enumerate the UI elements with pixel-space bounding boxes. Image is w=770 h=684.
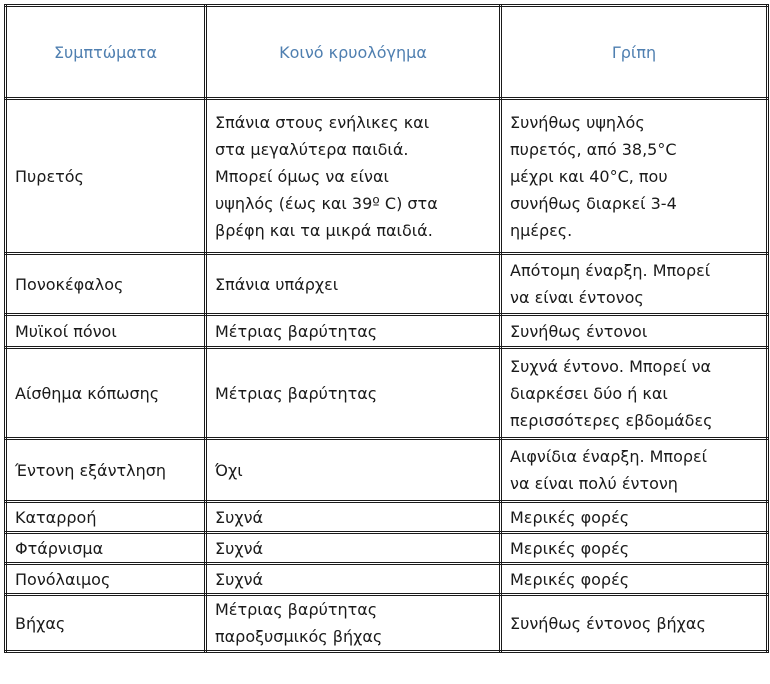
- header-symptoms: Συμπτώματα: [6, 6, 206, 99]
- cell-text-line: Συχνά: [215, 538, 264, 558]
- common-cold-cell: [206, 254, 501, 315]
- symptom-cell: Πονοκέφαλος: [6, 254, 206, 315]
- cell-text-line: Απότομη έναρξη. Μπορεί: [510, 261, 711, 280]
- symptom-cell: Καταρροή: [6, 502, 206, 533]
- common-cold-cell: [206, 564, 501, 595]
- flu-cell: [501, 564, 768, 595]
- common-cold-cell: [206, 315, 501, 348]
- symptom-cell: Έντονη εξάντληση: [6, 439, 206, 502]
- common-cold-cell: [206, 502, 501, 533]
- cell-text-line: Μέτριας βαρύτητας: [215, 600, 378, 619]
- table-row: [6, 502, 768, 533]
- cell-text-line: στα μεγαλύτερα παιδιά.: [215, 139, 409, 159]
- cell-text-line: Συνήθως έντονος βήχας: [510, 613, 706, 633]
- table-row: [6, 348, 768, 439]
- common-cold-cell: [206, 533, 501, 564]
- flu-cell: [501, 315, 768, 348]
- flu-cell: [501, 595, 768, 652]
- cell-text-line: Μερικές φορές: [510, 507, 630, 527]
- flu-cell: [501, 254, 768, 315]
- cell-text-line: διαρκέσει δύο ή και: [510, 383, 668, 403]
- cell-text-line: να είναι έντονος: [510, 288, 644, 307]
- common-cold-cell: [206, 439, 501, 502]
- cell-text-line: πυρετός, από 38,5°C: [510, 139, 677, 159]
- cell-text-line: συνήθως διαρκεί 3-4: [510, 193, 677, 213]
- cell-text-line: περισσότερες εβδομάδες: [510, 410, 713, 430]
- table-row: [6, 315, 768, 348]
- flu-cell: [501, 439, 768, 502]
- cell-text-line: Μέτριας βαρύτητας: [215, 383, 378, 403]
- symptom-cell: Φτάρνισμα: [6, 533, 206, 564]
- flu-cell: [501, 348, 768, 439]
- cell-text-line: Όχι: [215, 460, 243, 480]
- table-row: [6, 439, 768, 502]
- symptom-cell: Μυϊκοί πόνοι: [6, 315, 206, 348]
- header-row: [6, 6, 768, 99]
- cell-text-line: μέχρι και 40°C, που: [510, 166, 668, 186]
- cell-text-line: Σπάνια υπάρχει: [215, 274, 339, 294]
- table-row: [6, 595, 768, 652]
- cell-text-line: Συνήθως υψηλός: [510, 112, 645, 132]
- table-row: [6, 564, 768, 595]
- cell-text-line: βρέφη και τα μικρά παιδιά.: [215, 220, 433, 240]
- flu-cell: [501, 502, 768, 533]
- common-cold-cell: [206, 348, 501, 439]
- symptom-cell: Πυρετός: [6, 99, 206, 254]
- cell-text-line: να είναι πολύ έντονη: [510, 474, 678, 493]
- symptoms-comparison-table: [4, 4, 769, 653]
- header-common-cold: Κοινό κρυολόγημα: [206, 6, 501, 99]
- cell-text-line: υψηλός (έως και 39º C) στα: [215, 193, 438, 213]
- common-cold-cell: [206, 595, 501, 652]
- header-flu: Γρίπη: [501, 6, 768, 99]
- cell-text-line: Αιφνίδια έναρξη. Μπορεί: [510, 447, 708, 466]
- common-cold-cell: [206, 99, 501, 254]
- cell-text-line: ημέρες.: [510, 220, 573, 240]
- cell-text-line: Μέτριας βαρύτητας: [215, 321, 378, 341]
- symptom-cell: Πονόλαιμος: [6, 564, 206, 595]
- table-row: [6, 254, 768, 315]
- table-row: [6, 533, 768, 564]
- cell-text-line: Μερικές φορές: [510, 538, 630, 558]
- cell-text-line: παροξυσμικός βήχας: [215, 627, 383, 646]
- cell-text-line: Μερικές φορές: [510, 569, 630, 589]
- table-row: [6, 99, 768, 254]
- symptom-cell: Βήχας: [6, 595, 206, 652]
- flu-cell: [501, 99, 768, 254]
- cell-text-line: Συχνά: [215, 569, 264, 589]
- symptom-cell: Αίσθημα κόπωσης: [6, 348, 206, 439]
- cell-text-line: Συχνά: [215, 507, 264, 527]
- cell-text-line: Σπάνια στους ενήλικες και: [215, 112, 430, 132]
- cell-text-line: Συνήθως έντονοι: [510, 321, 648, 341]
- cell-text-line: Μπορεί όμως να είναι: [215, 166, 389, 186]
- flu-cell: [501, 533, 768, 564]
- cell-text-line: Συχνά έντονο. Μπορεί να: [510, 356, 712, 376]
